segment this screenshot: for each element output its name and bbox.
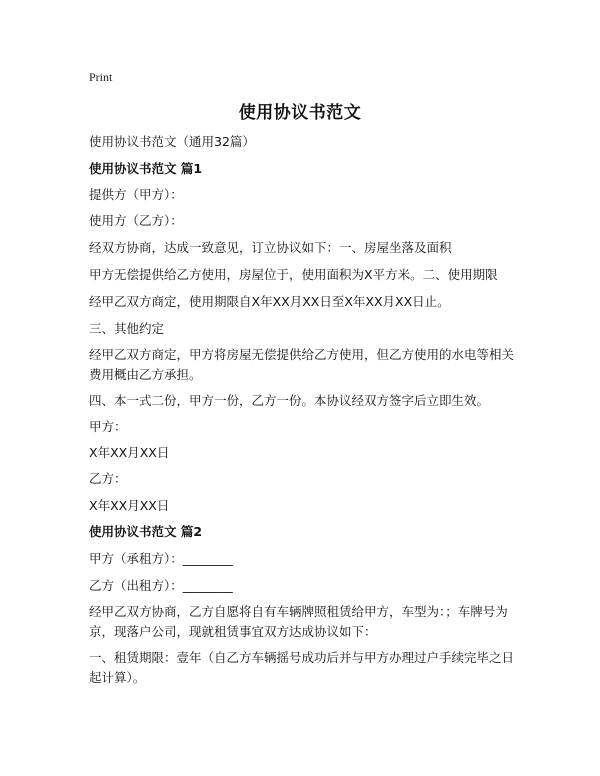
- other-agreements-heading: 三、其他约定: [89, 321, 165, 336]
- period-paragraph: 经甲乙双方商定，使用期限自X年XX月XX日至X年XX月XX日止。: [89, 294, 450, 309]
- section2-heading: 使用协议书范文 篇2: [89, 524, 203, 539]
- provider-line: 提供方（甲方）：: [89, 187, 183, 202]
- section1-heading: 使用协议书范文 篇1: [89, 161, 203, 176]
- party-b-label: 乙方：: [89, 471, 127, 486]
- lease-term-paragraph: 一、租赁期限：壹年（自乙方车辆摇号成功后并与甲方办理过户手续完毕之日起计算）。: [89, 650, 515, 685]
- intro-paragraph: 经双方协商，达成一致意见，订立协议如下：一、房屋坐落及面积: [89, 240, 452, 255]
- page-title: 使用协议书范文: [238, 103, 362, 123]
- lessee-line: 甲方（承租方）：________: [89, 551, 233, 566]
- party-a-label: 甲方：: [89, 419, 127, 434]
- lessor-line: 乙方（出租方）：________: [89, 578, 233, 593]
- user-line: 使用方（乙方）：: [89, 213, 183, 228]
- print-label: Print: [89, 70, 113, 84]
- document-subtitle: 使用协议书范文（通用32篇）: [89, 134, 255, 149]
- party-b-date: X年XX月XX日: [89, 498, 170, 513]
- area-paragraph: 甲方无偿提供给乙方使用，房屋位于，使用面积为X平方米。二、使用期限: [89, 267, 498, 282]
- copies-paragraph: 四、本一式二份，甲方一份，乙方一份。本协议经双方签字后立即生效。: [89, 393, 490, 408]
- party-a-date: X年XX月XX日: [89, 445, 170, 460]
- other-agreements-paragraph: 经甲乙双方商定，甲方将房屋无偿提供给乙方使用，但乙方使用的水电等相关费用概由乙方承担。: [89, 347, 515, 382]
- lease-intro-paragraph: 经甲乙双方协商，乙方自愿将自有车辆牌照租赁给甲方，车型为：；车牌号为京，现落户公司，现就租赁事宜双方达成协议如下：: [89, 604, 508, 639]
